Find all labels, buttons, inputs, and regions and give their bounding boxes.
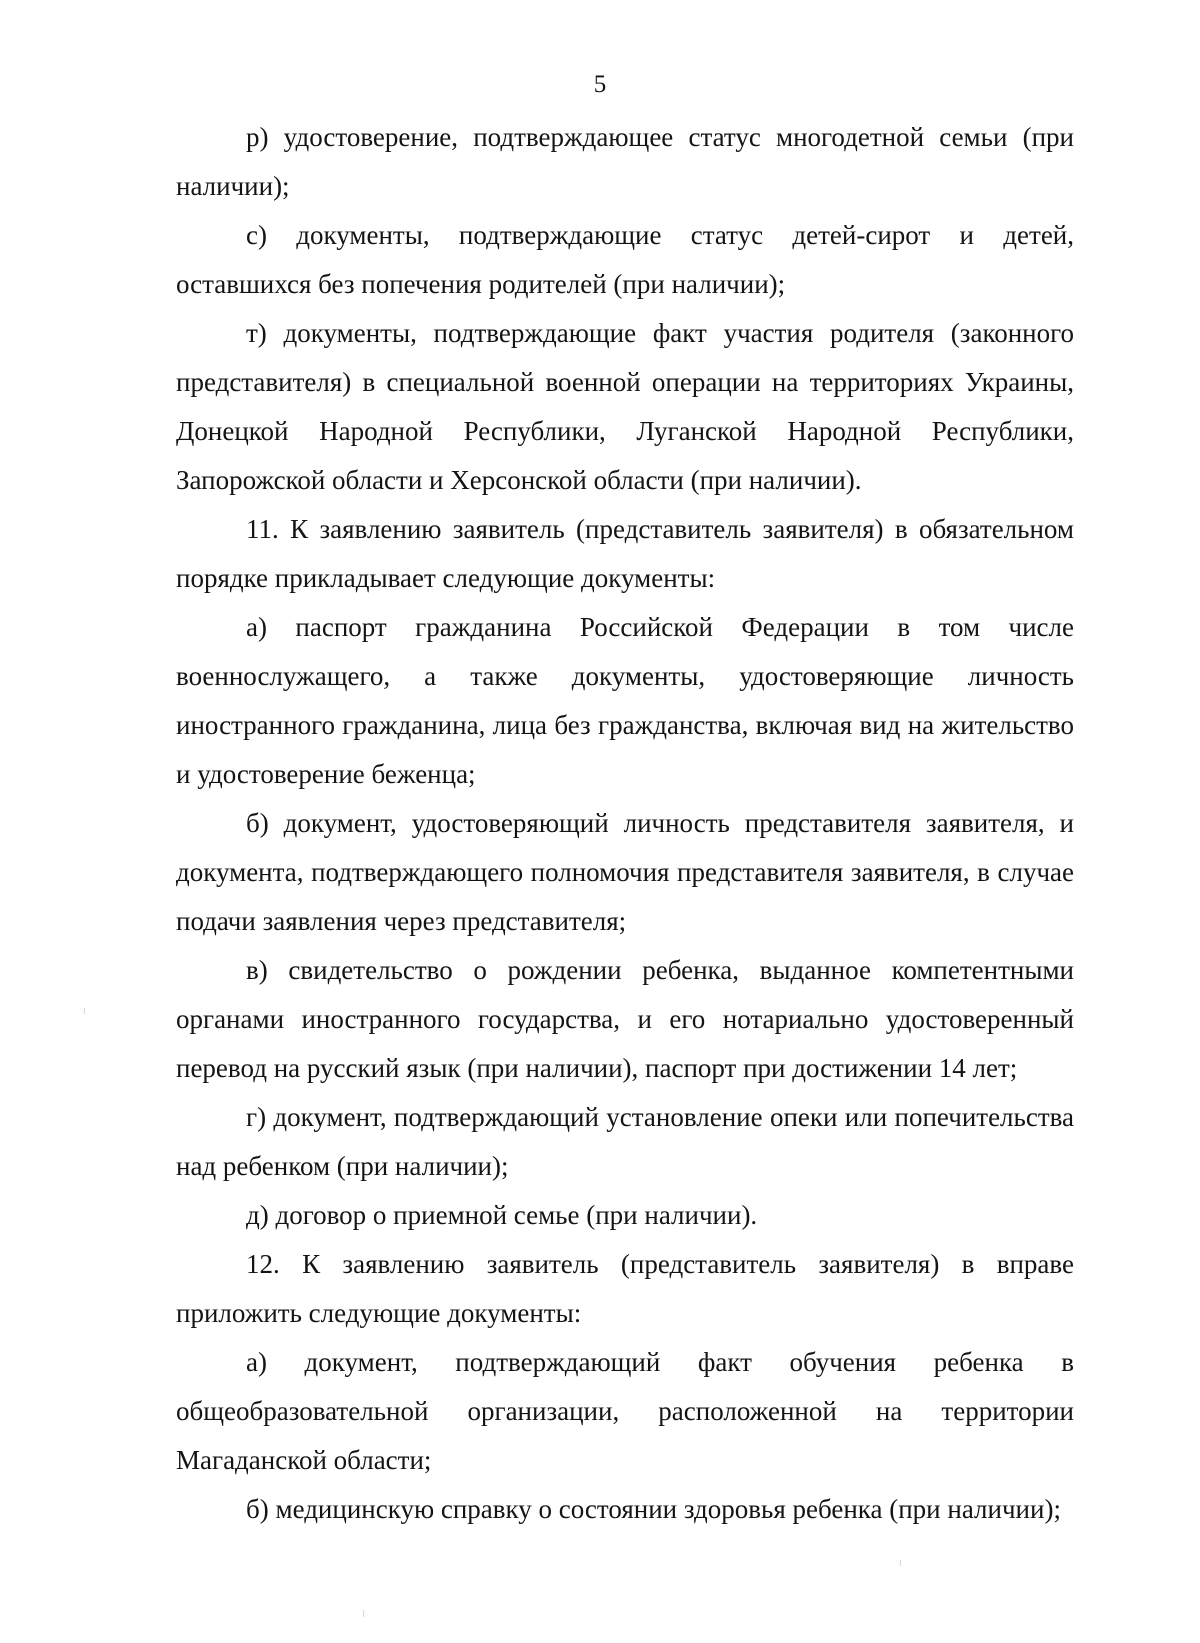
scan-artifact — [84, 1008, 85, 1014]
scan-artifact — [363, 1610, 364, 1617]
paragraph-item-t: т) документы, подтверждающие факт участия родителя (законного представителя) в специальной военной операции на территориях Украины, Донецкой Народной Республики, Луганской Народной Республики, Запорожской области и Херсонской области (при наличии). — [176, 318, 1074, 495]
paragraph-item-s: с) документы, подтверждающие статус детей-сирот и детей, оставшихся без попечения родителей (при наличии); — [176, 220, 1074, 299]
paragraph-clause-12-a: а) документ, подтверждающий факт обучения ребенка в общеобразовательной организации, расположенной на территории Магаданской области; — [176, 1347, 1074, 1475]
paragraph-clause-11-b: б) документ, удостоверяющий личность представителя заявителя, и документа, подтверждающего полномочия представителя заявителя, в случае подачи заявления через представителя; — [176, 808, 1074, 936]
paragraph-clause-11-a: а) паспорт гражданина Российской Федерации в том числе военнослужащего, а также документы, удостоверяющие личность иностранного гражданина, лица без гражданства, включая вид на жительство и удостоверение беженца; — [176, 612, 1074, 789]
paragraph-clause-11: 11. К заявлению заявитель (представитель заявителя) в обязательном порядке прикладывает следующие документы: — [176, 514, 1074, 593]
paragraph-clause-12-b: б) медицинскую справку о состоянии здоровья ребенка (при наличии); — [246, 1494, 1061, 1524]
paragraph-clause-11-v: в) свидетельство о рождении ребенка, выданное компетентными органами иностранного государства, и его нотариально удостоверенный перевод на русский язык (при наличии), паспорт при достижении 14 лет; — [176, 955, 1074, 1083]
paragraph-clause-12: 12. К заявлению заявитель (представитель заявителя) в вправе приложить следующие документы: — [176, 1249, 1074, 1328]
paragraph-clause-11-d: д) договор о приемной семье (при наличии). — [246, 1200, 758, 1230]
paragraph-clause-11-g: г) документ, подтверждающий установление опеки или попечительства над ребенком (при наличии); — [176, 1102, 1074, 1181]
scan-artifact — [900, 1560, 901, 1566]
document-body — [176, 113, 1074, 1534]
paragraph-item-r: р) удостоверение, подтверждающее статус многодетной семьи (при наличии); — [176, 122, 1074, 201]
page-number: 5 — [593, 71, 607, 98]
